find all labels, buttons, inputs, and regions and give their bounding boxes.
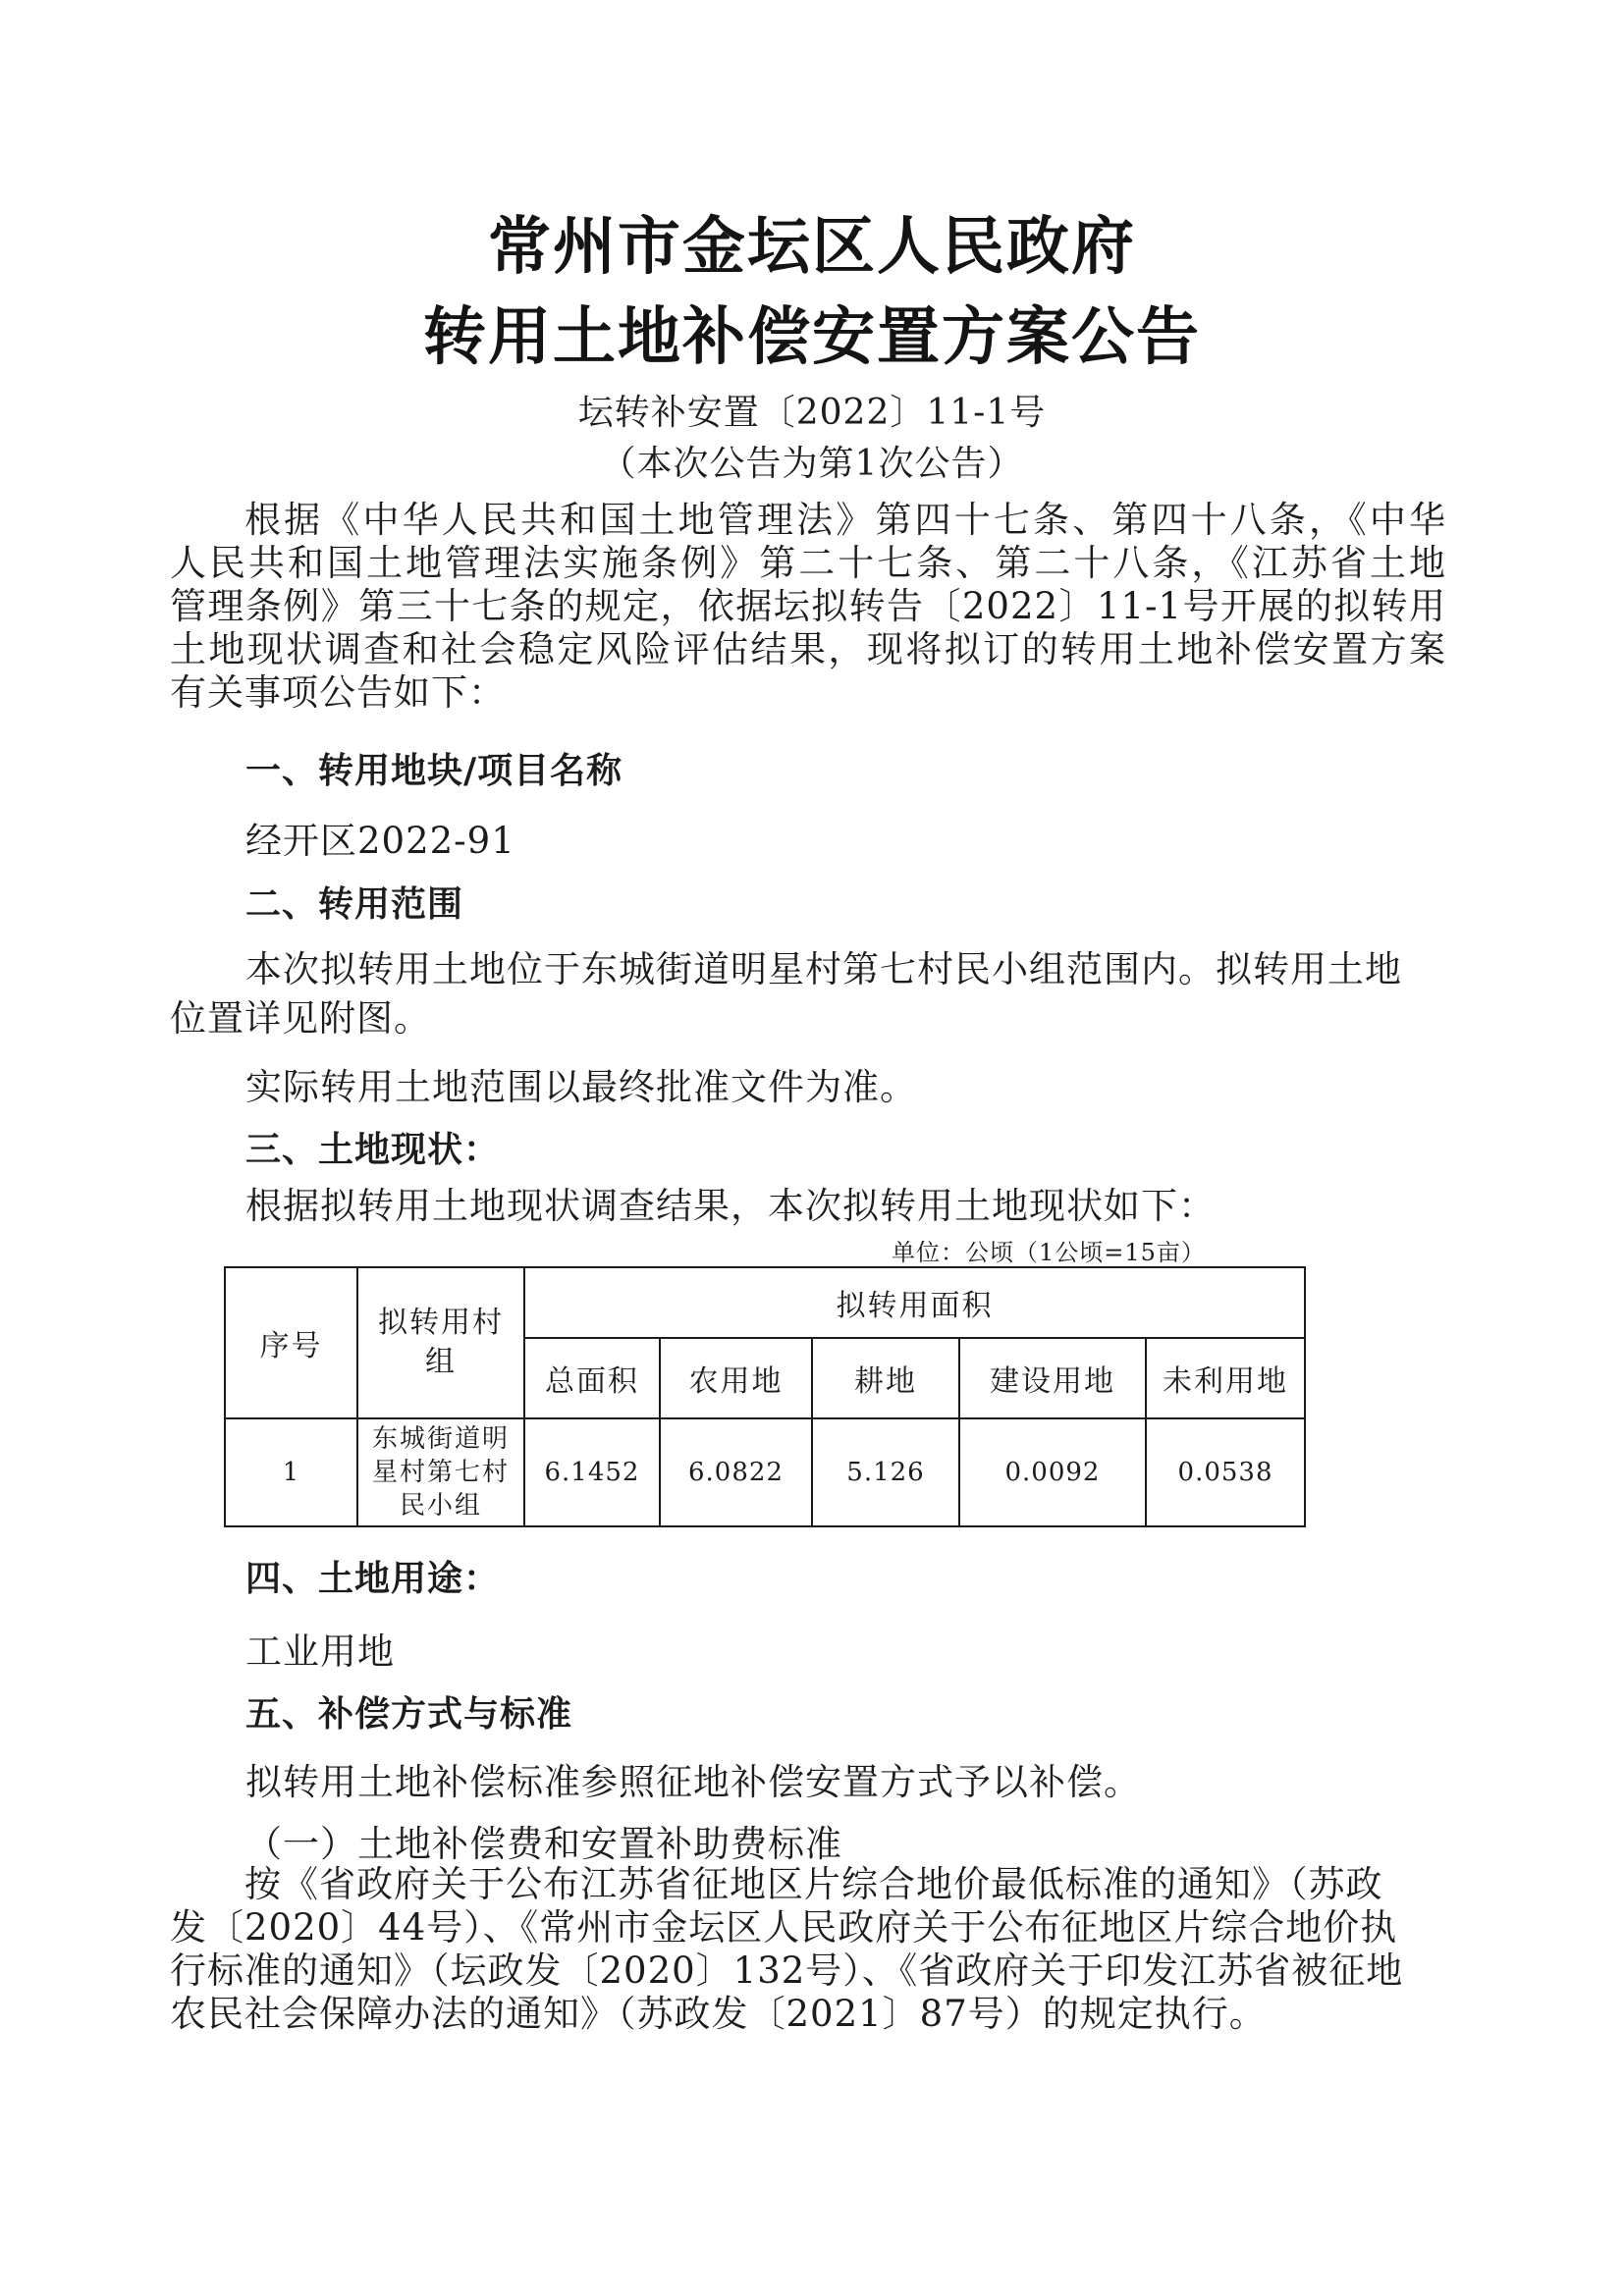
section2-body-line3: 实际转用土地范围以最终批准文件为准。	[245, 1066, 917, 1108]
cell-construction: 0.0092	[959, 1418, 1146, 1526]
section1-heading: 一、转用地块/项目名称	[245, 751, 623, 791]
section2-heading: 二、转用范围	[245, 884, 464, 925]
section3-body: 根据拟转用土地现状调查结果，本次拟转用土地现状如下：	[245, 1185, 1216, 1227]
cell-total: 6.1452	[524, 1418, 660, 1526]
table-row	[225, 1418, 1305, 1526]
cell-village: 东城街道明星村第七村民小组	[357, 1418, 524, 1526]
section5-sub-heading: （一）土地补偿费和安置补助费标准	[245, 1823, 842, 1865]
header-construction: 建设用地	[959, 1338, 1146, 1418]
section4-body: 工业用地	[245, 1630, 395, 1673]
notice-count: （本次公告为第1次公告）	[600, 444, 1024, 484]
section1-body: 经开区2022-91	[245, 820, 515, 862]
title-line-2: 转用土地补偿安置方案公告	[423, 301, 1201, 374]
unit-note: 单位：公顷（1公顷=15亩）	[892, 1239, 1206, 1266]
intro-line: 土地现状调查和社会稳定风险评估结果，现将拟订的转用土地补偿安置方案	[170, 628, 1446, 670]
section5-body: 拟转用土地补偿标准参照征地补偿安置方式予以补偿。	[245, 1761, 1141, 1803]
section5-line: 按《省政府关于公布江苏省征地区片综合地价最低标准的通知》（苏政	[244, 1863, 1383, 1905]
intro-line: 有关事项公告如下：	[170, 671, 506, 714]
intro-paragraph	[170, 499, 1446, 715]
cell-seq: 1	[225, 1418, 357, 1526]
intro-line: 根据《中华人民共和国土地管理法》第四十七条、第四十八条，《中华	[244, 499, 1446, 541]
header-area-group: 拟转用面积	[524, 1267, 1305, 1338]
cell-arable: 5.126	[812, 1418, 959, 1526]
intro-line: 人民共和国土地管理法实施条例》第二十七条、第二十八条，《江苏省土地	[170, 542, 1446, 584]
section5-line: 农民社会保障办法的通知》（苏政发〔2021〕87号）的规定执行。	[170, 1993, 1267, 2035]
header-total: 总面积	[524, 1338, 660, 1418]
title-line-1: 常州市金坛区人民政府	[488, 211, 1136, 284]
section5-paragraph	[170, 1863, 1486, 2036]
header-village: 拟转用村组	[357, 1267, 524, 1418]
section2-body-line2: 位置详见附图。	[170, 997, 431, 1040]
header-arable: 耕地	[812, 1338, 959, 1418]
intro-line: 管理条例》第三十七条的规定，依据坛拟转告〔2022〕11-1号开展的拟转用	[170, 585, 1446, 627]
section2-body-line1: 本次拟转用土地位于东城街道明星村第七村民小组范围内。拟转用土地	[245, 948, 1402, 990]
header-unused: 未利用地	[1146, 1338, 1305, 1418]
land-status-table	[224, 1266, 1306, 1527]
section3-heading: 三、土地现状：	[245, 1130, 501, 1170]
cell-agri: 6.0822	[660, 1418, 812, 1526]
section4-heading: 四、土地用途：	[245, 1559, 501, 1599]
document-number: 坛转补安置〔2022〕11-1号	[577, 393, 1047, 433]
header-seq: 序号	[225, 1267, 357, 1418]
section5-line: 发〔2020〕44号）、《常州市金坛区人民政府关于公布征地区片综合地价执	[170, 1906, 1398, 1949]
section5-heading: 五、补偿方式与标准	[245, 1694, 573, 1735]
cell-unused: 0.0538	[1146, 1418, 1305, 1526]
section5-line: 行标准的通知》（坛政发〔2020〕132号）、《省政府关于印发江苏省被征地	[170, 1949, 1404, 1992]
header-agri: 农用地	[660, 1338, 812, 1418]
